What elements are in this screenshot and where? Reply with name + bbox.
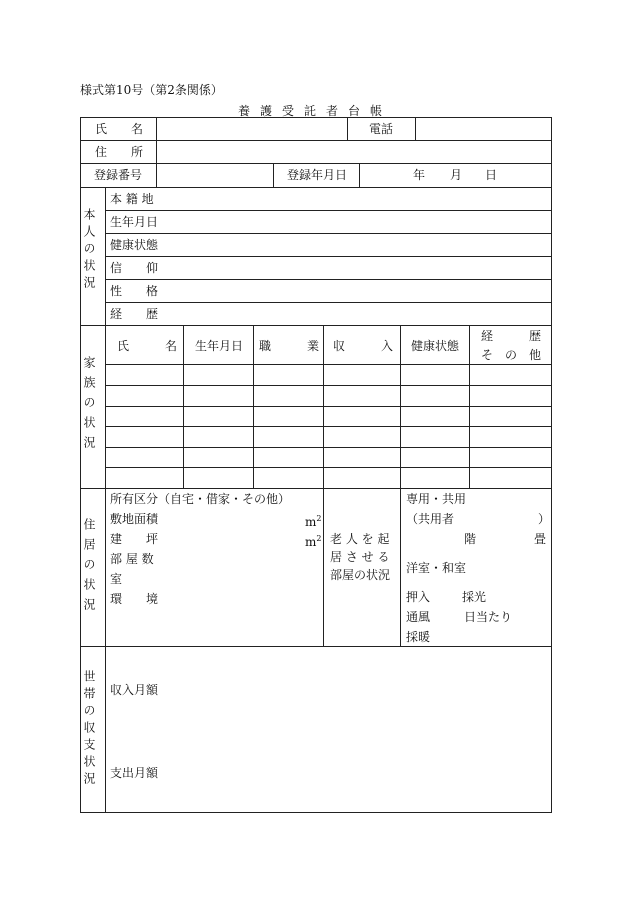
- form-number: 様式第10号（第2条関係）: [80, 83, 223, 97]
- phone-label: 電話: [369, 122, 394, 136]
- family-col-other: そ の 他: [481, 348, 542, 362]
- family-col-health: 健康状態: [411, 339, 460, 353]
- row-divider: [105, 426, 552, 427]
- cousers: （共用者 ）: [406, 512, 551, 526]
- row-divider: [105, 302, 552, 303]
- col-divider: [323, 325, 324, 488]
- row-divider: [105, 233, 552, 234]
- heating-label: 採暖: [406, 630, 431, 644]
- family-col-job: 職 業: [259, 339, 320, 353]
- col-divider: [273, 163, 274, 187]
- self-row-label: 経 歴: [110, 307, 159, 321]
- expense-label: 支出月額: [110, 766, 159, 780]
- ownership-label: 所有区分（自宅・借家・その他）: [110, 492, 291, 506]
- year-label: 年: [413, 168, 426, 182]
- site-area-label: 敷地面積: [110, 512, 159, 526]
- room-style: 洋室・和室: [406, 561, 467, 575]
- exclusive-shared: 専用・共用: [406, 492, 467, 506]
- row-divider: [80, 187, 552, 188]
- room-label-line: 部屋の状況: [330, 568, 391, 582]
- col-divider: [400, 488, 401, 646]
- self-row-label: 本 籍 地: [110, 192, 154, 206]
- section-divider: [80, 488, 552, 489]
- col-divider: [400, 325, 401, 488]
- col-divider: [469, 325, 470, 488]
- room-label-line: 老 人 を 起: [330, 532, 390, 546]
- phone-input[interactable]: [417, 119, 550, 139]
- section-divider: [80, 646, 552, 647]
- form-title: 養護受託者台帳: [237, 104, 392, 118]
- row-divider: [105, 279, 552, 280]
- self-row-label: 性 格: [110, 284, 159, 298]
- sqm-unit: $m^2$: [305, 534, 322, 549]
- row-divider: [105, 210, 552, 211]
- residence-section-label: 住居の状況: [82, 518, 96, 618]
- building-label: 建 坪: [110, 532, 159, 546]
- col-divider: [323, 488, 324, 646]
- family-col-birth: 生年月日: [195, 339, 244, 353]
- self-row-label: 生年月日: [110, 215, 159, 229]
- section-label-divider: [105, 187, 106, 813]
- col-divider: [415, 117, 416, 140]
- row-divider: [105, 256, 552, 257]
- row-divider: [105, 467, 552, 468]
- reg-no-label: 登録番号: [94, 168, 143, 182]
- col-divider: [156, 117, 157, 187]
- row-divider: [105, 406, 552, 407]
- income-label: 収入月額: [110, 683, 159, 697]
- ventilation-label: 通風: [406, 610, 431, 624]
- rooms-label: 部 屋 数: [110, 552, 154, 566]
- family-col-history: 経 歴: [481, 329, 542, 343]
- name-label: 氏 名: [95, 122, 144, 136]
- environment-label: 環 境: [110, 592, 159, 606]
- month-label: 月: [450, 168, 463, 182]
- room-unit: 室: [110, 572, 123, 586]
- floor-label: 階: [464, 532, 477, 546]
- household-section-label: 世帯の収支状況: [82, 670, 96, 789]
- row-divider: [105, 385, 552, 386]
- room-label-line: 居 さ せ る: [330, 550, 390, 564]
- closet-label: 押入: [406, 590, 431, 604]
- col-divider: [359, 163, 360, 187]
- reg-no-input[interactable]: [158, 165, 272, 185]
- row-divider: [80, 163, 552, 164]
- sunlight-label: 日当たり: [464, 610, 513, 624]
- tatami-label: 畳: [534, 532, 547, 546]
- family-col-name: 氏 名: [117, 339, 178, 353]
- address-label: 住 所: [95, 145, 144, 159]
- self-row-label: 健康状態: [110, 238, 159, 252]
- section-divider: [80, 325, 552, 326]
- day-label: 日: [485, 168, 498, 182]
- family-section-label: 家族の状況: [82, 356, 96, 456]
- family-col-income: 収 入: [333, 339, 394, 353]
- self-row-label: 信 仰: [110, 261, 159, 275]
- address-input[interactable]: [158, 142, 550, 162]
- col-divider: [183, 325, 184, 488]
- row-divider: [105, 364, 552, 365]
- row-divider: [80, 140, 552, 141]
- row-divider: [105, 447, 552, 448]
- lighting-label: 採光: [462, 590, 487, 604]
- self-section-label: 本人の状況: [82, 208, 96, 293]
- col-divider: [253, 325, 254, 488]
- reg-date-label: 登録年月日: [287, 168, 348, 182]
- sqm-unit: $m^2$: [305, 514, 322, 529]
- name-input[interactable]: [158, 119, 346, 139]
- col-divider: [347, 117, 348, 140]
